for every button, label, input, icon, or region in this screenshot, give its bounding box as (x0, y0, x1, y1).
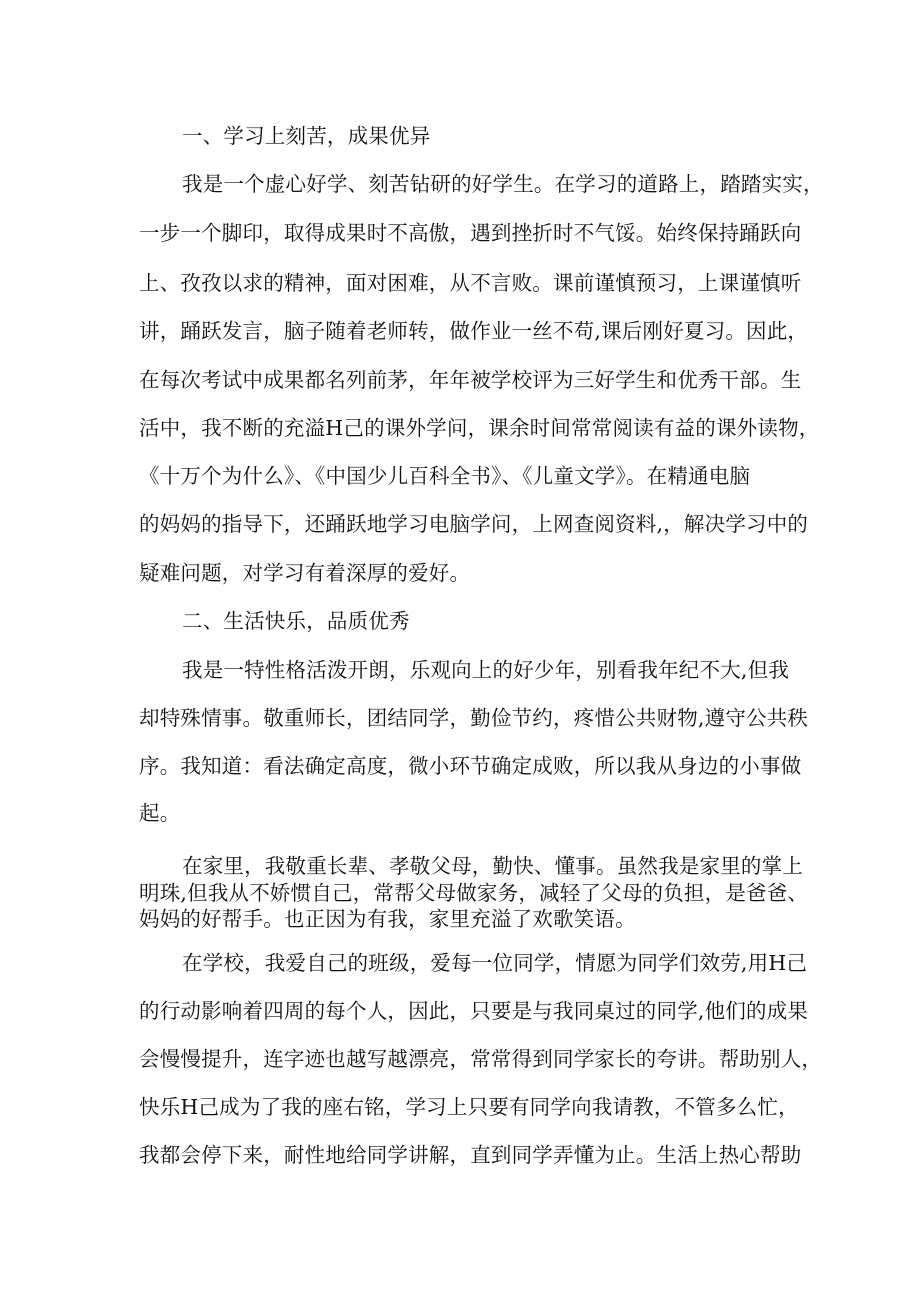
para-2-line-2: 却特殊情事。敬重师长，团结同学，勤俭节约，疼惜公共财物,遵守公共秩 (139, 706, 809, 730)
para-4-line-3: 会慢慢提升，连字迹也越写越漂亮，常常得到同学家长的夸讲。帮助别人， (139, 1047, 823, 1071)
para-4-line-5: 我都会停下来，耐性地给同学讲解，直到同学弄懂为止。生活上热心帮助 (139, 1143, 802, 1167)
para-1-line-4: 讲，踊跃发言，脑子随着老师转，做作业一丝不苟,课后刚好夏习。因此， (139, 319, 809, 343)
para-1-line-9: 疑难问题，对学习有着深厚的爱好。 (139, 561, 471, 585)
section-1-heading: 一、学习上刻苦，成果优异 (182, 124, 431, 148)
para-3-line-1: 在家里，我敬重长辈、孝敬父母，勤快、懂事。虽然我是家里的掌上 (182, 854, 803, 878)
para-2-line-1: 我是一特性格活泼开朗，乐观向上的好少年，别看我年纪不大,但我 (182, 658, 790, 682)
para-1-line-8: 的妈妈的指导下，还踊跃地学习电脑学问，上网查阅资料,，解决学习中的 (139, 512, 809, 536)
section-2-heading: 二、生活快乐，品质优秀 (182, 609, 410, 633)
para-1-line-2: 一步一个脚印，取得成果时不高傲，遇到挫折时不气馁。始终保持踊跃向 (139, 221, 802, 245)
para-1-line-3: 上、孜孜以求的精神，面对困难，从不言败。课前谨慎预习，上课谨慎听 (139, 271, 802, 295)
para-1-line-7: 《十万个为什么》、《中国少儿百科全书》、《儿童文学》。在精通电脑 (139, 464, 751, 488)
para-3-line-2: 明珠,但我从不娇惯自己，常帮父母做家务，减轻了父母的负担，是爸爸、 (139, 881, 809, 905)
para-2-line-4: 起。 (139, 801, 181, 825)
para-1-line-1: 我是一个虚心好学、刻苦钻研的好学生。在学习的道路上，踏踏实实， (182, 172, 824, 196)
para-2-line-3: 序。我知道：看法确定高度，微小环节确定成败，所以我从身边的小事做 (139, 754, 802, 778)
para-4-line-2: 的行动影响着四周的每个人，因此，只要是与我同桌过的同学,他们的成果 (139, 999, 809, 1023)
para-1-line-6: 活中，我不断的充溢H己的课外学问，课余时间常常阅读有益的课外读物， (139, 416, 820, 440)
para-1-line-5: 在每次考试中成果都名列前茅，年年被学校评为三好学生和优秀干部。生 (139, 368, 802, 392)
para-3-line-3: 妈妈的好帮手。也正因为有我，家里充溢了欢歌笑语。 (139, 907, 636, 931)
para-4-line-1: 在学校，我爱自己的班级，爱每一位同学，情愿为同学们效劳,用H己 (182, 951, 808, 975)
para-4-line-4: 快乐H己成为了我的座右铭，学习上只要有同学向我请教，不管多么忙， (139, 1095, 799, 1119)
